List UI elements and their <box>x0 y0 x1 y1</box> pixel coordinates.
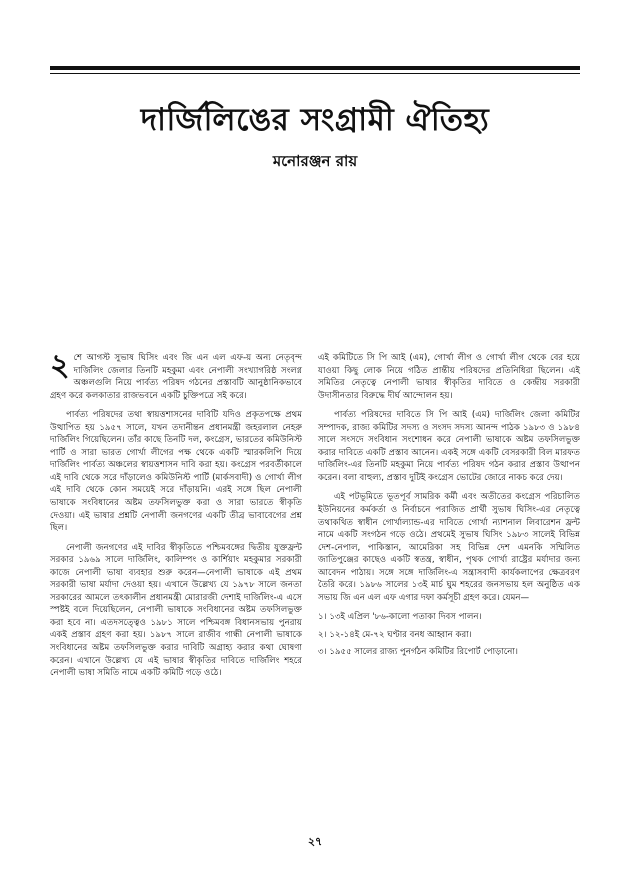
author-name: মনোরঞ্জন রায় <box>272 152 358 170</box>
list-item: ১। ১৩ই এপ্রিল '৮৬-কালো পতাকা দিবস পালন। <box>318 612 482 623</box>
paragraph: পার্বত্য পরিষদের দাবিতে সি পি আই (এম) দার্জিলিং জেলা কমিটির সম্পাদক, রাজ্য কমিটির সদস্য ও সংসদ সদস্য আনন্দ পাঠক ১৯৮৩ ও ১৯৮৪ সালে সংসদে সংবিধান সংশোধন করে নেপালী ভাষাকে অষ্টম তফসিলভুক্ত করার দাবিতে একটি প্রস্তাব আনেন। একই সঙ্গে একটি বেসরকারী বিল মারফত দার্জিলিং-এর তিনটি মহকুমা নিয়ে পার্বত্য পরিষদ গঠন করার প্রস্তাব উত্থাপন করেন। বলা বাহুল্য, প্রস্তাব দুটিই কংগ্রেস ভোটের জোরে নাকচ করে দেয়। <box>318 410 580 483</box>
demands-list <box>318 611 580 659</box>
drop-cap: ২ <box>50 348 70 383</box>
article-title: দার্জিলিঙের সংগ্রামী ঐতিহ্য <box>140 102 490 138</box>
paragraph <box>50 348 302 402</box>
paragraph: নেপালী জনগণের এই দাবির স্বীকৃতিতে পশ্চিমবঙ্গের দ্বিতীয় যুক্তফ্রন্ট সরকার ১৯৬৯ সালে দার্জিলিং, কালিম্পং ও কার্শিয়াং মহকুমার সরকারী কাজে নেপালী ভাষা ব্যবহার শুরু করেন—নেপালী ভাষাকে এই প্রথম সরকারী ভাষা মর্যাদা দেওয়া হয়। এখানে উল্লেখ্য যে ১৯৭৮ সালে জনতা সরকারের আমলে তৎকালীন প্রধানমন্ত্রী মোরারজী দেশাই দার্জিলিং-এ এসে স্পষ্টই বলে দিয়েছিলেন, নেপালী ভাষাকে সংবিধানের অষ্টম তফসিলভুক্ত করা হবে না। এতদসত্ত্বেও ১৯৮১ সালে পশ্চিমবঙ্গ বিধানসভায় পুনরায় একই প্রস্তাব গ্রহণ করা হয়। ১৯৮৭ সালে রাজীব গান্ধী নেপালী ভাষাকে সংবিধানের অষ্টম তফসিলভুক্ত করার দাবিটি অগ্রাহ্য করার কথা ঘোষণা করেন। এখানে উল্লেখ্য যে এই ভাষার স্বীকৃতির দাবিতে দার্জিলিং শহরে নেপালী ভাষা সমিতি নামে একটি কমিটি গড়ে ওঠে। <box>50 542 302 679</box>
paragraph: পার্বত্য পরিষদের তথা স্বায়ত্তশাসনের দাবিটি যদিও প্রকৃতপক্ষে প্রথম উত্থাপিত হয় ১৯৫৭ সালে, যখন তদানীন্তন প্রধানমন্ত্রী জহরলাল নেহরু দার্জিলিং গিয়েছিলেন। তাঁর কাছে তিনটি দল, কংগ্রেস, ভারতের কমিউনিস্ট পার্টি ও সারা ভারত গোর্খা লীগের পক্ষ থেকে একটি স্মারকলিপি দিয়ে দার্জিলিং পার্বত্য অঞ্চলের স্বায়ত্তশাসন দাবি করা হয়। কংগ্রেস পরবর্তীকালে এই দাবি থেকে সরে দাঁড়ালেও কমিউনিস্ট পার্টি (মার্কসবাদী) ও গোর্খা লীগ এই দাবি থেকে কোন সময়েই সরে দাঁড়ায়নি। এরই সঙ্গে ছিল নেপালী ভাষাকে সংবিধানের অষ্টম তফসিলভুক্ত করা ও সারা ভারতে স্বীকৃতি দেওয়া। এই ভাষার প্রশ্নটি নেপালী জনগণের একটি তীব্র ভাবাবেগের প্রশ্ন ছিল। <box>50 410 302 534</box>
left-column <box>50 348 302 687</box>
list-item: ২। ১২-১৪ই মে-৭২ ঘণ্টার বনধ আহ্বান করা। <box>318 629 472 640</box>
header-rule-thin <box>50 73 580 74</box>
page-number: ২৭ <box>307 835 323 848</box>
header-rule-thick <box>50 66 580 70</box>
paragraph: এই কমিটিতে সি পি আই (এম), গোর্খা লীগ ও গোর্খা লীগ থেকে বের হয়ে যাওয়া কিছু লোক নিয়ে গঠিত প্রান্তীয় পরিষদের প্রতিনিধিরা ছিলেন। এই সমিতির নেতৃত্বে নেপালী ভাষার স্বীকৃতির দাবিতে ও কেন্দ্রীয় সরকারী উদাসীনতার বিরুদ্ধে দীর্ঘ আন্দোলন হয়। <box>318 353 580 401</box>
list-item: ৩। ১৯৫৫ সালের রাজ্য পুনর্গঠন কমিটির রিপোর্ট পোড়ানো। <box>318 647 518 658</box>
right-column <box>318 352 580 664</box>
paragraph-text: শে আগস্ট সুভাষ ঘিসিং এবং জি এন এল এফ-য় অন্য নেতৃবৃন্দ দার্জিলিং জেলার তিনটি মহকুমা এবং নেপালী সংখ্যাগরিষ্ঠ সংলগ্ন অঞ্চলগুলি নিয়ে পার্বত্য পরিষদ গঠনের প্রস্তাবটি আনুষ্ঠানিকভাবে গ্রহণ করে কলকাতার রাজভবনে একটি চুক্তিপত্রে সই করে। <box>50 353 302 401</box>
paragraph: এই পটভূমিতে ভূতপূর্ব সামরিক কর্মী এবং অতীতের কংগ্রেস পরিচালিত ইউনিয়নের কর্মকর্তা ও নির্বাচনে পরাজিত প্রার্থী সুভাষ ঘিসিং-এর নেতৃত্বে তথাকথিত স্বাধীন গোর্খাল্যান্ড-এর দাবিতে গোর্খা ন্যাশনাল লিবারেশন ফ্রন্ট নামে একটি সংগঠন গড়ে ওঠে। প্রথমেই সুভাষ ঘিসিং ১৯৮৩ সালেই বিভিন্ন দেশ-নেপাল, পাকিস্তান, আমেরিকা সহ বিভিন্ন দেশ এমনকি সম্মিলিত জাতিপুঞ্জের কাছেও একটি স্বতন্ত্র, স্বাধীন, পৃথক গোর্খা রাষ্ট্রের মর্যাদার জন্য আবেদন পাঠায়। সঙ্গে সঙ্গে দার্জিলিং-এ সন্ত্রাসবাদী কার্যকলাপের ক্ষেত্রবরণ তৈরি করে। ১৯৮৬ সালের ১৩ই মার্চ ঘুম শহরের জনসভায় হল অনুষ্ঠিত এক সভায় জি এন এল এফ এগার দফা কর্মসূচী গ্রহণ করে। যেমন— <box>318 492 580 603</box>
